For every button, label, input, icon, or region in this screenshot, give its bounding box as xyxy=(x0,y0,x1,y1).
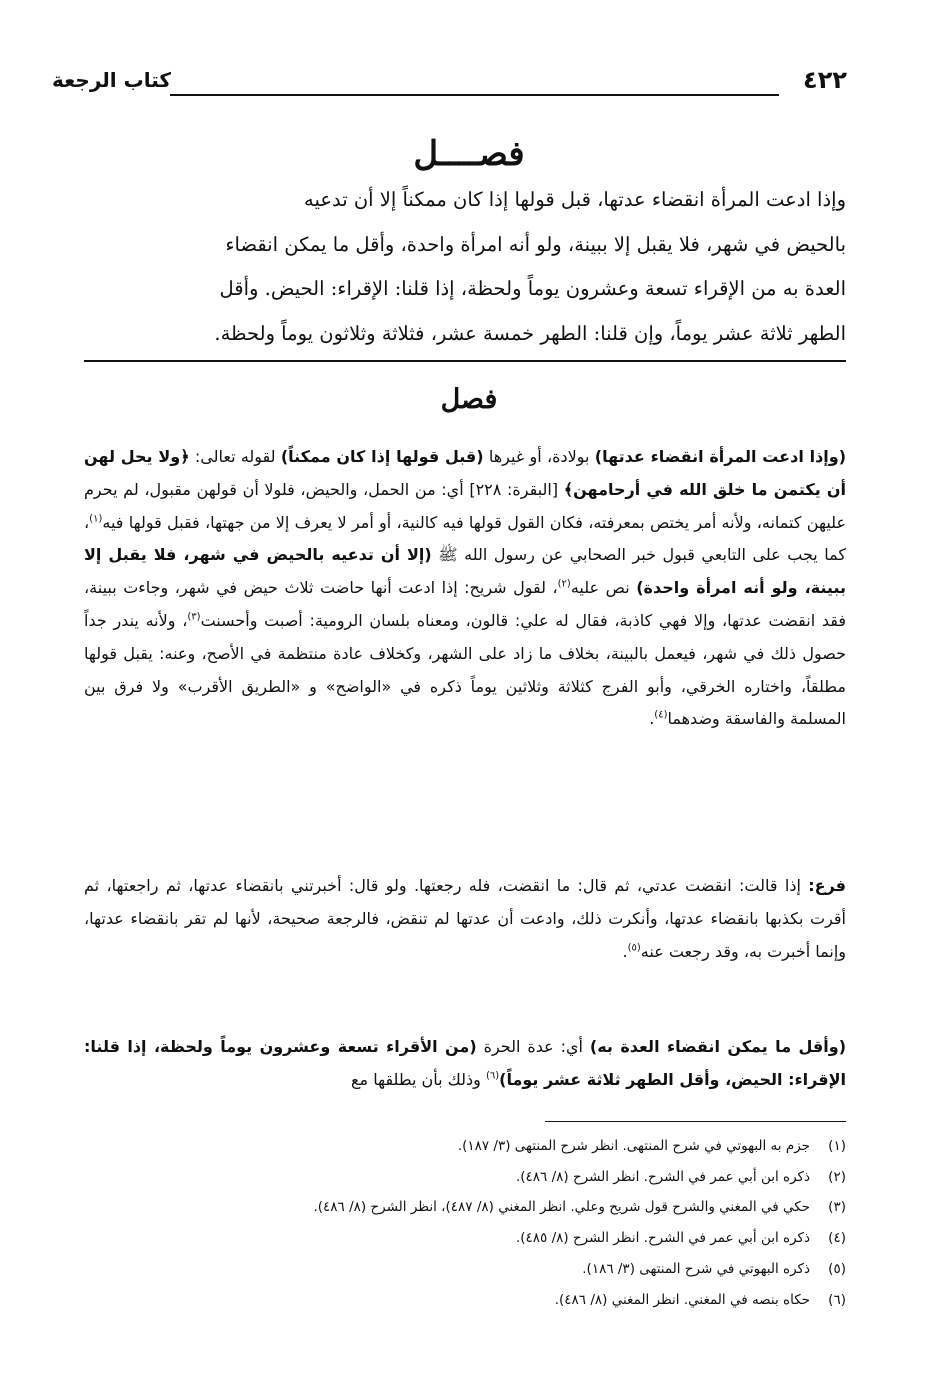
footnote-text: جزم به البهوتي في شرح المنتهى. انظر شرح المنتهى (٣/ ١٨٧). xyxy=(457,1138,810,1154)
footnote-ref[interactable]: (٢) xyxy=(557,578,571,590)
footnote-item xyxy=(84,1285,846,1316)
footnote-item xyxy=(84,1254,846,1285)
sharh-text: . xyxy=(649,709,655,729)
matn-line: بالحيض في شهر، فلا يقبل إلا ببينة، ولو أنه امرأة واحدة، وأقل ما يمكن انقضاء xyxy=(225,232,846,256)
footnote-number: (٦) xyxy=(828,1291,846,1308)
sharh-text: . xyxy=(622,941,628,961)
sharh-text: ، ولأنه يندر جداً حصول ذلك في شهر، فيعمل بالبينة، بخلاف ما زاد على الشهر، وكخلاف عادة منتظمة في الأصح، وعنه: يقبل قولها مطلقاً، واختاره الخرقي، وأبو الفرج كثلاثة وثلاثين يوماً ذكره في «الواضح» و «الطريق الأقرب» ولا فرق بين المسلمة والفاسقة وضدهما xyxy=(84,610,846,729)
sharh-text: إذا قالت: انقضت عدتي، ثم قال: ما انقضت، فله رجعتها. ولو قال: أخبرتني بانقضاء عدتها، ثم راجعتها، ثم أقرت بكذبها بانقضاء عدتها، وأنكرت ذلك، وادعت أن عدتها لم تنقض، فالرجعة صحيحة، لأنها لم تقر بانقضاء عدتها، وإنما أخبرت به، وقد رجعت عنه xyxy=(84,876,846,961)
sharh-text: وذلك بأن يطلقها مع xyxy=(351,1069,486,1089)
sharh-text: ، كما يجب على التابعي قبول خبر الصحابي عن رسول الله ﷺ xyxy=(84,512,847,565)
sharh-text: أي: عدة الحرة xyxy=(476,1037,590,1056)
matn-line: العدة به من الإقراء تسعة وعشرون يوماً ولحظة، إذا قلنا: الإقراء: الحيض. وأقل xyxy=(219,277,846,300)
sharh-paragraph-2 xyxy=(84,870,846,968)
footnote-item xyxy=(84,1223,846,1254)
footnote-number: (٣) xyxy=(828,1199,846,1216)
footnote-item xyxy=(84,1131,846,1162)
matn-text xyxy=(84,178,846,356)
footnotes-list xyxy=(84,1131,846,1315)
sharh-text: نص عليه xyxy=(570,578,637,598)
footnote-rule xyxy=(545,1121,846,1122)
matn-section-title: فصــــل xyxy=(413,134,525,174)
branch-label: فرع: xyxy=(808,876,846,895)
matn-line: الطهر ثلاثة عشر يوماً، وإن قلنا: الطهر خمسة عشر، فثلاثة وثلاثون يوماً ولحظة. xyxy=(214,321,846,345)
footnote-ref[interactable]: (٣) xyxy=(187,611,201,623)
matn-quote: (قبل قولها إذا كان ممكناً) xyxy=(280,447,484,466)
footnote-ref[interactable]: (٦) xyxy=(485,1070,500,1082)
sharh-section-title: فصل xyxy=(440,384,498,415)
footnote-item xyxy=(84,1192,846,1223)
matn-line: وإذا ادعت المرأة انقضاء عدتها، قبل قولها إذا كان ممكناً إلا أن تدعيه xyxy=(303,188,846,211)
footnote-text: ذكره ابن أبي عمر في الشرح. انظر الشرح (٨/ ٤٨٥). xyxy=(515,1230,810,1247)
footnote-text: ذكره ابن أبي عمر في الشرح. انظر الشرح (٨/ ٤٨٦). xyxy=(515,1168,810,1185)
page-header xyxy=(52,66,847,106)
footnote-ref[interactable]: (٤) xyxy=(654,710,668,722)
matn-quote: (من الأقراء تسعة وعشرون يوماً ولحظة، إذا قلنا: الإقراء: الحيض، وأقل الطهر ثلاثة عشر يوماً) xyxy=(84,1037,846,1089)
footnote-ref[interactable]: (١) xyxy=(89,513,103,525)
footnote-number: (٥) xyxy=(828,1260,846,1277)
matn-quote: (وأقل ما يمكن انقضاء العدة به) xyxy=(589,1037,847,1056)
matn-quote: (وإذا ادعت المرأة انقضاء عدتها) xyxy=(594,447,847,466)
footnote-text: حكي في المغني والشرح قول شريح وعلي. انظر المغني (٨/ ٤٨٧)، انظر الشرح (٨/ ٤٨٦). xyxy=(313,1199,810,1216)
sharh-text: بولادة، أو غيرها xyxy=(483,447,595,466)
sharh-paragraph-1 xyxy=(84,441,846,736)
footnote-item xyxy=(84,1162,846,1193)
matn-quote: (إلا أن تدعيه بالحيض في شهر، فلا يقبل إلا ببينة، ولو أنه امرأة واحدة) xyxy=(84,545,847,598)
header-rule xyxy=(170,94,779,96)
sharh-text: [البقرة: ٢٢٨] أي: من الحمل، والحيض، فلولا أن قولهن مقبول، لم يحرم عليهن كتمانه، ولأنه أمر يختص بمعرفته، فكان القول قولها فيه كالنية، أو أمر لا يعرف إلا من جهتها، فقبل قولها فيه xyxy=(84,479,846,532)
page-number: ٤٢٢ xyxy=(803,66,847,94)
section-divider xyxy=(84,360,846,362)
footnote-text: حكاه بنصه في المغني. انظر المغني (٨/ ٤٨٦). xyxy=(554,1291,810,1308)
footnote-number: (١) xyxy=(828,1138,846,1154)
footnote-number: (٤) xyxy=(828,1230,846,1247)
footnote-number: (٢) xyxy=(828,1168,846,1185)
running-title: كتاب الرجعة xyxy=(52,68,172,92)
footnote-ref[interactable]: (٥) xyxy=(627,942,641,954)
quran-verse: ﴿ولا يحل لهن أن يكتمن ما خلق الله في أرحامهن﴾ xyxy=(84,447,846,499)
sharh-text: لقوله تعالى: xyxy=(189,447,281,466)
footnote-text: ذكره البهوتي في شرح المنتهى (٣/ ١٨٦). xyxy=(582,1260,810,1277)
sharh-paragraph-3 xyxy=(84,1031,846,1097)
sharh-text: ، لقول شريح: إذا ادعت أنها حاضت ثلاث حيض في شهر، وجاءت ببينة، فقد انقضت عدتها، وإلا فهي كاذبة، فقال له علي: قالون، ومعناه بلسان الرومية: أصبت وأحسنت xyxy=(84,578,847,630)
